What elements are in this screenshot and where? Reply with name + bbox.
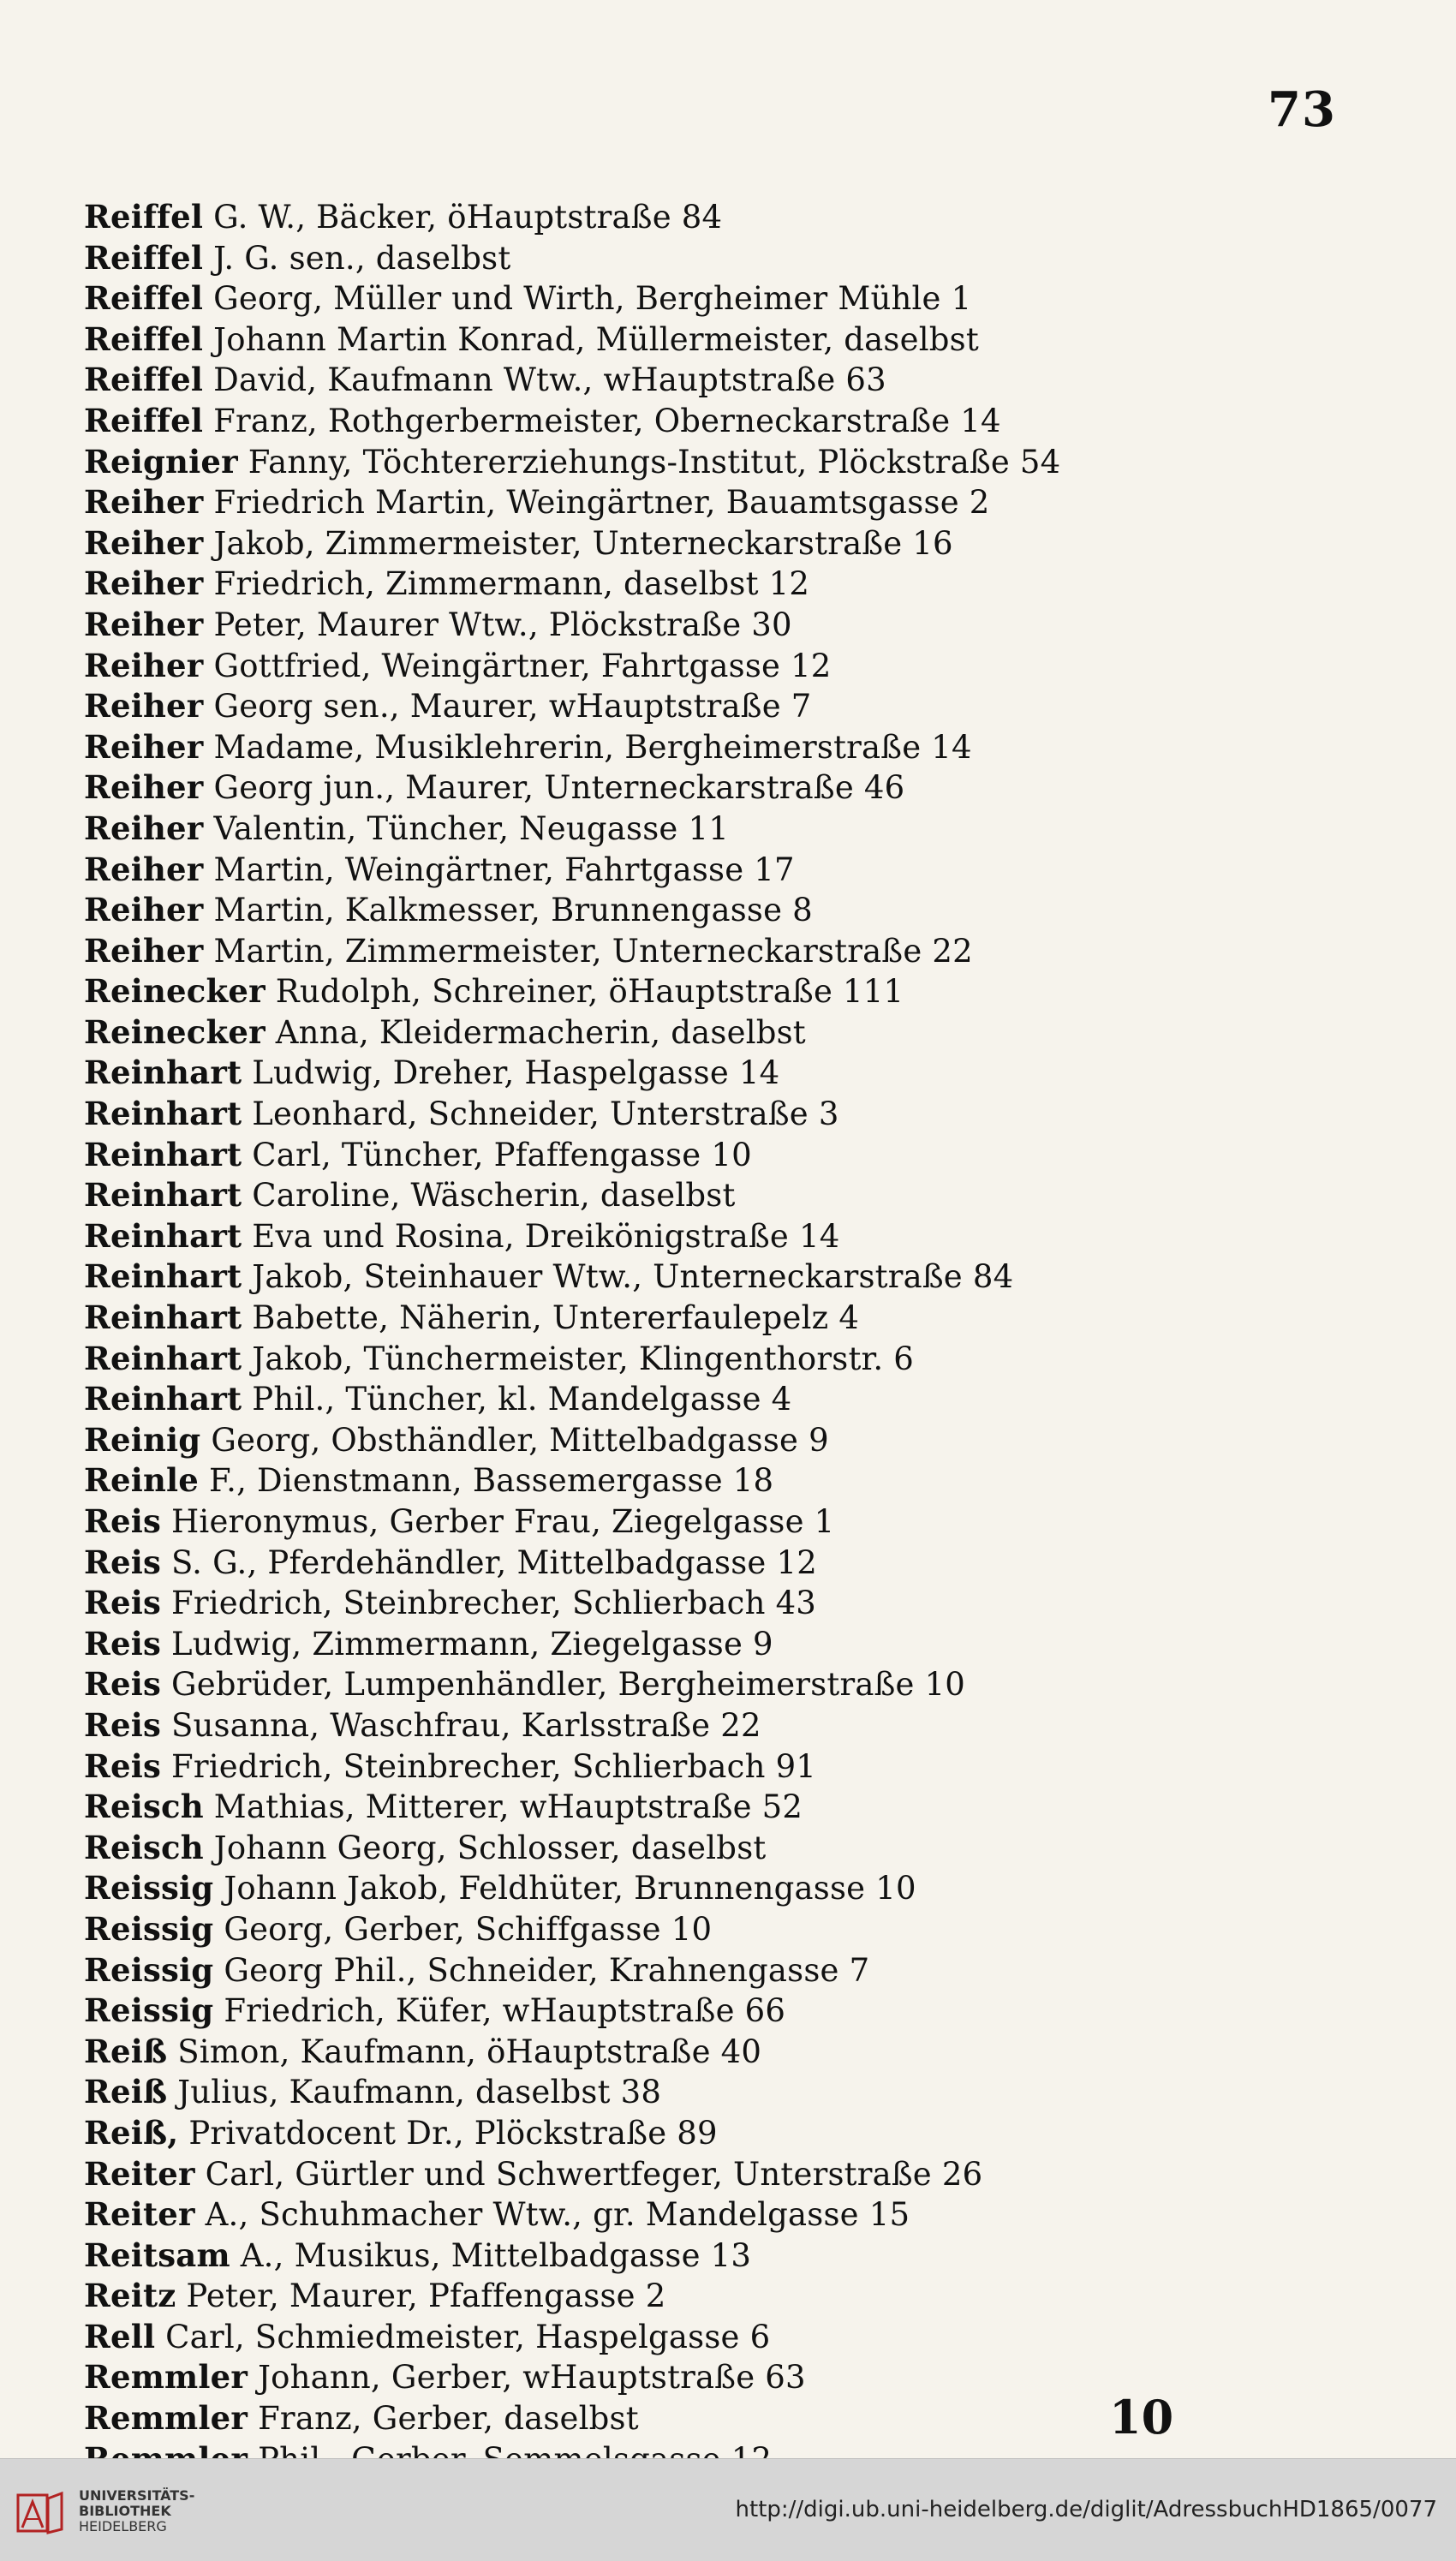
entry-details: Georg, Obsthändler, Mittelbadgasse 9: [211, 1421, 829, 1459]
entry-surname: Reitz: [84, 2277, 176, 2315]
directory-entry: [84, 1909, 1420, 1950]
library-name: [79, 2488, 194, 2534]
entry-surname: Remmler: [84, 2399, 248, 2438]
entry-details: Johann Martin Konrad, Müllermeister, daselbst: [213, 320, 979, 358]
entry-surname: Reiffel: [84, 279, 204, 318]
source-url-link[interactable]: http://digi.ub.uni-heidelberg.de/diglit/AdressbuchHD1865/0077: [735, 2497, 1437, 2522]
directory-entry: [84, 278, 1420, 319]
directory-entry: [84, 1501, 1420, 1543]
entry-details: Gottfried, Weingärtner, Fahrtgasse 12: [213, 647, 832, 684]
entry-surname: Reiher: [84, 564, 204, 603]
directory-entry: [84, 767, 1420, 809]
directory-entry: [84, 646, 1420, 687]
directory-entry: [84, 605, 1420, 646]
entry-details: Caroline, Wäscherin, daselbst: [252, 1177, 736, 1215]
entry-details: Peter, Maurer, Pfaffengasse 2: [186, 2277, 666, 2315]
entry-details: Fanny, Töchtererziehungs-Institut, Plöckstraße 54: [248, 443, 1061, 481]
entry-details: Gebrüder, Lumpenhändler, Bergheimerstraße 10: [170, 1666, 966, 1704]
entry-details: Friedrich, Steinbrecher, Schlierbach 91: [170, 1747, 817, 1785]
entry-surname: Reinhart: [84, 1095, 242, 1133]
entry-surname: Reinhart: [84, 1054, 242, 1092]
directory-entry: [84, 2317, 1420, 2358]
entry-surname: Reiter: [84, 2154, 195, 2193]
entry-details: Johann Jakob, Feldhüter, Brunnengasse 10: [224, 1870, 916, 1907]
directory-entry: [84, 2113, 1420, 2154]
entry-details: Babette, Näherin, Untererfaulepelz 4: [252, 1299, 860, 1337]
entry-surname: Reinhart: [84, 1257, 242, 1296]
directory-entry: [84, 1746, 1420, 1788]
directory-entry: [84, 971, 1420, 1012]
directory-entry: [84, 1624, 1420, 1665]
directory-entry: [84, 1583, 1420, 1624]
entry-surname: Reissig: [84, 1991, 214, 2030]
entry-surname: Reiffel: [84, 319, 204, 358]
directory-entry: [84, 890, 1420, 931]
entry-details: Privatdocent Dr., Plöckstraße 89: [188, 2114, 718, 2152]
entry-details: Carl, Tüncher, Pfaffengasse 10: [252, 1136, 752, 1173]
directory-entry: [84, 1543, 1420, 1584]
directory-entry: [84, 2072, 1420, 2113]
entry-surname: Reissig: [84, 1869, 214, 1907]
directory-entry: [84, 523, 1420, 564]
entry-surname: Reissig: [84, 1950, 214, 1989]
entry-details: Rudolph, Schreiner, öHauptstraße 111: [275, 973, 904, 1011]
entry-surname: Reignier: [84, 442, 238, 481]
directory-entry: [84, 1950, 1420, 1991]
entry-surname: Reiher: [84, 483, 204, 522]
directory-entry: [84, 1298, 1420, 1339]
entry-surname: Reiher: [84, 687, 204, 725]
entry-details: Friedrich Martin, Weingärtner, Bauamtsgasse 2: [213, 484, 990, 522]
directory-entry: [84, 1339, 1420, 1380]
directory-entry: [84, 319, 1420, 361]
entry-details: Friedrich, Steinbrecher, Schlierbach 43: [170, 1585, 817, 1622]
entry-surname: Reiher: [84, 523, 204, 562]
directory-entry: [84, 2154, 1420, 2195]
entry-details: Georg, Gerber, Schiffgasse 10: [224, 1910, 713, 1948]
entry-surname: Reinhart: [84, 1216, 242, 1255]
entry-surname: Reiher: [84, 931, 204, 970]
entry-surname: Reis: [84, 1705, 161, 1744]
entry-surname: Reissig: [84, 1909, 214, 1948]
entry-details: Friedrich, Küfer, wHauptstraße 66: [224, 1992, 786, 2030]
directory-entry: [84, 686, 1420, 727]
entry-details: Valentin, Tüncher, Neugasse 11: [213, 809, 729, 847]
entry-surname: Reinig: [84, 1420, 201, 1459]
entry-surname: Reinecker: [84, 972, 266, 1011]
entry-details: Georg sen., Maurer, wHauptstraße 7: [213, 688, 812, 725]
directory-entry: [84, 1664, 1420, 1705]
entry-surname: Reinhart: [84, 1380, 242, 1418]
entry-surname: Reiß: [84, 2073, 168, 2111]
directory-entry: [84, 1216, 1420, 1257]
directory-entry: [84, 1135, 1420, 1176]
entry-details: Madame, Musiklehrerin, Bergheimerstraße 14: [213, 728, 972, 766]
entry-surname: Reis: [84, 1502, 161, 1540]
entry-surname: Rell: [84, 2317, 156, 2355]
entry-details: A., Musikus, Mittelbadgasse 13: [240, 2236, 752, 2274]
entry-surname: Reiher: [84, 809, 204, 847]
entry-surname: Reis: [84, 1746, 161, 1785]
entry-surname: Reiffel: [84, 401, 204, 439]
entry-surname: Reisch: [84, 1828, 204, 1866]
directory-entry: [84, 2032, 1420, 2073]
directory-entry: [84, 360, 1420, 401]
signature-mark: 10: [1109, 2390, 1174, 2445]
entry-surname: Reiher: [84, 605, 204, 643]
entry-surname: Reis: [84, 1665, 161, 1704]
entry-details: Susanna, Waschfrau, Karlsstraße 22: [170, 1706, 761, 1744]
entry-surname: Reis: [84, 1584, 161, 1622]
entry-surname: Reiffel: [84, 238, 204, 277]
entry-surname: Reisch: [84, 1788, 204, 1826]
entry-details: F., Dienstmann, Bassemergasse 18: [209, 1462, 774, 1500]
directory-entry: [84, 564, 1420, 605]
entry-details: Martin, Weingärtner, Fahrtgasse 17: [213, 851, 795, 888]
directory-entry: [84, 1868, 1420, 1909]
entry-details: Georg Phil., Schneider, Krahnengasse 7: [224, 1951, 870, 1989]
directory-entry: [84, 1828, 1420, 1869]
entry-surname: Reiß,: [84, 2113, 179, 2152]
directory-entry: [84, 1705, 1420, 1746]
entry-details: S. G., Pferdehändler, Mittelbadgasse 12: [170, 1543, 817, 1581]
directory-entry: [84, 2236, 1420, 2277]
entry-details: Anna, Kleidermacherin, daselbst: [275, 1013, 806, 1051]
directory-entry: [84, 197, 1420, 238]
entry-details: Carl, Schmiedmeister, Haspelgasse 6: [165, 2318, 771, 2355]
library-logo-icon: [15, 2486, 65, 2536]
entry-surname: Reiher: [84, 727, 204, 766]
entry-details: Jakob, Steinhauer Wtw., Unterneckarstraße 84: [252, 1258, 1014, 1296]
page-number: 73: [1268, 81, 1336, 138]
library-name-line: UNIVERSITÄTS-: [79, 2487, 195, 2504]
library-name-line: HEIDELBERG: [79, 2518, 167, 2534]
directory-entry: [84, 1787, 1420, 1828]
entry-surname: Remmler: [84, 2358, 248, 2397]
address-entries-list: [84, 197, 1420, 2480]
directory-entry: [84, 931, 1420, 972]
entry-surname: Reinhart: [84, 1176, 242, 1215]
directory-entry: [84, 1420, 1420, 1461]
directory-entry: [84, 727, 1420, 768]
directory-entry: [84, 482, 1420, 523]
footer-bar: [0, 2458, 1456, 2561]
entry-details: Julius, Kaufmann, daselbst 38: [177, 2074, 662, 2111]
directory-entry: [84, 809, 1420, 850]
entry-surname: Reitsam: [84, 2236, 230, 2274]
entry-details: Martin, Kalkmesser, Brunnengasse 8: [213, 892, 813, 929]
entry-details: Georg jun., Maurer, Unterneckarstraße 46: [213, 769, 905, 807]
entry-surname: Reiffel: [84, 198, 204, 236]
entry-details: G. W., Bäcker, öHauptstraße 84: [213, 199, 723, 236]
directory-entry: [84, 850, 1420, 891]
entry-details: Johann Georg, Schlosser, daselbst: [213, 1829, 767, 1866]
entry-details: Jakob, Tünchermeister, Klingenthorstr. 6: [252, 1340, 915, 1377]
directory-entry: [84, 2398, 1420, 2439]
directory-entry: [84, 2276, 1420, 2317]
directory-entry: [84, 2357, 1420, 2398]
entry-details: Friedrich, Zimmermann, daselbst 12: [213, 565, 810, 603]
entry-surname: Reiher: [84, 891, 204, 929]
directory-entry: [84, 1012, 1420, 1054]
entry-details: Hieronymus, Gerber Frau, Ziegelgasse 1: [170, 1503, 835, 1540]
entry-surname: Reis: [84, 1624, 161, 1663]
entry-details: Martin, Zimmermeister, Unterneckarstraße 22: [213, 932, 973, 970]
directory-entry: [84, 238, 1420, 279]
entry-surname: Reis: [84, 1543, 161, 1581]
entry-details: Franz, Gerber, daselbst: [258, 2400, 639, 2438]
directory-entry: [84, 1460, 1420, 1501]
entry-surname: Reiß: [84, 2032, 168, 2070]
directory-entry: [84, 1991, 1420, 2032]
entry-details: Peter, Maurer Wtw., Plöckstraße 30: [213, 606, 792, 643]
entry-details: Carl, Gürtler und Schwertfeger, Unterstraße 26: [205, 2155, 983, 2193]
entry-details: Franz, Rothgerbermeister, Oberneckarstraße 14: [213, 402, 1001, 439]
entry-surname: Reiher: [84, 850, 204, 888]
entry-details: Leonhard, Schneider, Unterstraße 3: [252, 1095, 839, 1133]
entry-surname: Reinhart: [84, 1135, 242, 1173]
directory-entry: [84, 442, 1420, 483]
entry-details: Simon, Kaufmann, öHauptstraße 40: [177, 2033, 762, 2070]
entry-surname: Reiffel: [84, 361, 204, 399]
entry-details: A., Schuhmacher Wtw., gr. Mandelgasse 15: [205, 2196, 910, 2234]
directory-entry: [84, 1257, 1420, 1298]
entry-surname: Reiher: [84, 768, 204, 807]
directory-entry: [84, 1053, 1420, 1094]
directory-entry: [84, 1379, 1420, 1420]
entry-details: Ludwig, Dreher, Haspelgasse 14: [252, 1054, 780, 1092]
entry-details: Jakob, Zimmermeister, Unterneckarstraße 16: [213, 524, 953, 562]
entry-surname: Reinhart: [84, 1339, 242, 1377]
library-name-line: BIBLIOTHEK: [79, 2503, 171, 2519]
entry-surname: Reiher: [84, 646, 204, 684]
entry-details: J. G. sen., daselbst: [213, 239, 511, 277]
entry-details: Ludwig, Zimmermann, Ziegelgasse 9: [170, 1625, 773, 1663]
entry-surname: Reinle: [84, 1461, 200, 1500]
directory-entry: [84, 2194, 1420, 2236]
entry-details: David, Kaufmann Wtw., wHauptstraße 63: [213, 361, 886, 399]
directory-entry: [84, 401, 1420, 442]
entry-details: Johann, Gerber, wHauptstraße 63: [258, 2359, 806, 2397]
entry-details: Phil., Tüncher, kl. Mandelgasse 4: [252, 1381, 792, 1418]
directory-entry: [84, 1094, 1420, 1135]
entry-surname: Reinhart: [84, 1298, 242, 1337]
entry-surname: Reiter: [84, 2195, 195, 2234]
directory-entry: [84, 1175, 1420, 1216]
entry-details: Mathias, Mitterer, wHauptstraße 52: [213, 1788, 803, 1826]
entry-details: Eva und Rosina, Dreikönigstraße 14: [252, 1217, 840, 1255]
entry-surname: Reinecker: [84, 1012, 266, 1051]
entry-details: Georg, Müller und Wirth, Bergheimer Mühle 1: [213, 280, 972, 318]
